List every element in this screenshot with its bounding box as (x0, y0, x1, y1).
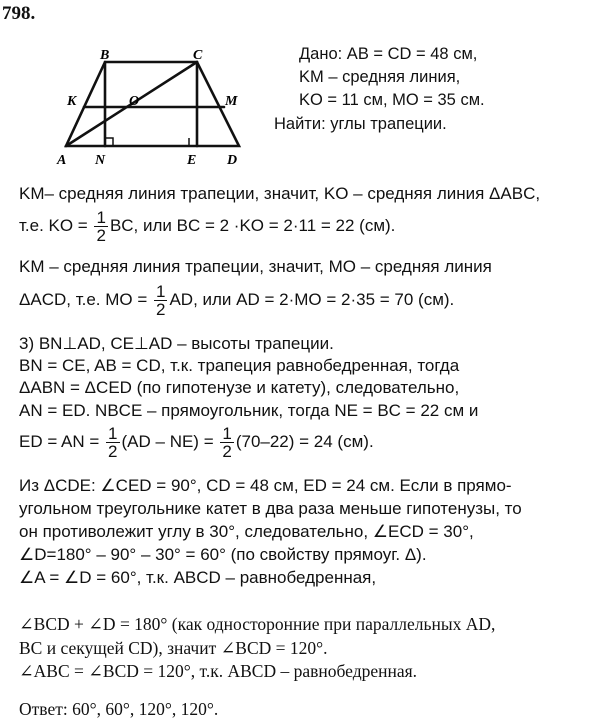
text-segment: ED = AN = (19, 431, 105, 451)
solution-line-6: BN = CE, AB = CD, т.к. трапеция равнобедренная, тогда (19, 356, 460, 375)
label-o: O (129, 94, 140, 109)
solution-line-5: 3) BN⊥AD, CE⊥AD – высоты трапеции. (19, 334, 334, 353)
text-segment: т.е. KO = (19, 215, 93, 235)
fraction-numerator: 1 (155, 282, 166, 301)
label-n: N (95, 153, 106, 168)
solution-line-10: Из ΔCDE: ∠CED = 90°, CD = 48 см, ED = 24 см. Если в прямо- (19, 476, 512, 495)
fraction-half (220, 425, 233, 460)
trapezoid-outline (66, 62, 239, 146)
label-d: D (227, 153, 238, 168)
solution-line-14: ∠A = ∠D = 60°, т.к. ABCD – равнобедренная, (19, 568, 377, 587)
label-a: A (57, 153, 67, 168)
solution-line-16: BC и секущей CD), значит ∠BCD = 120°. (19, 638, 328, 658)
find-line: Найти: углы трапеции. (274, 115, 447, 133)
fraction-numerator: 1 (108, 424, 118, 443)
fraction-numerator: 1 (222, 424, 232, 443)
fraction-half (94, 209, 107, 244)
answer-line: Ответ: 60°, 60°, 120°, 120°. (19, 699, 219, 719)
fraction-half (106, 425, 119, 460)
text-segment: AD, или AD = 2·MO = 2·35 = 70 (см). (169, 289, 455, 309)
fraction-denominator: 2 (155, 300, 166, 319)
solution-line-4 (19, 283, 454, 318)
solution-line-8: AN = ED. NBCE – прямоугольник, тогда NE = BC = 22 см и (19, 401, 479, 420)
trapezoid-figure (50, 48, 260, 172)
text-segment: (70–22) = 24 (см). (235, 431, 374, 451)
label-c: C (193, 48, 203, 63)
solution-line-7: ΔABN = ΔCED (по гипотенузе и катету), следовательно, (19, 378, 460, 397)
solution-line-2 (19, 209, 395, 244)
given-line-2: KM – средняя линия, (299, 68, 461, 86)
problem-number: 798. (2, 3, 36, 24)
text-segment: BC, или BC = 2 ·KO = 2·11 = 22 (см). (109, 215, 396, 235)
solution-line-12: он противолежит углу в 30°, следовательно, ∠ECD = 30°, (19, 522, 474, 541)
fraction-denominator: 2 (108, 442, 118, 461)
solution-line-13: ∠D=180° – 90° – 30° = 60° (по свойству прямоуг. Δ). (19, 545, 427, 564)
solution-line-9 (19, 425, 374, 460)
solution-line-3: KM – средняя линия трапеции, значит, MO – средняя линия (19, 257, 492, 276)
text-segment: ΔACD, т.е. MO = (19, 289, 152, 309)
label-k: K (67, 94, 77, 109)
label-b: B (100, 48, 110, 63)
label-m: M (225, 94, 238, 109)
fraction-denominator: 2 (222, 442, 232, 461)
solution-line-15: ∠BCD + ∠D = 180° (как односторонние при параллельных AD, (19, 614, 496, 634)
text-segment: (AD – NE) = (121, 431, 219, 451)
solution-line-17: ∠ABC = ∠BCD = 120°, т.к. ABCD – равнобедренная. (19, 661, 418, 681)
solution-line-1: KM– средняя линия трапеции, значит, KO – средняя линия ΔABC, (19, 184, 541, 203)
fraction-denominator: 2 (96, 226, 106, 245)
given-line-3: KO = 11 см, MO = 35 см. (299, 91, 485, 109)
fraction-half (154, 283, 167, 318)
given-line-1: Дано: AB = CD = 48 см, (299, 45, 478, 63)
solution-line-11: угольном треугольнике катет в два раза меньше гипотенузы, то (19, 499, 522, 518)
fraction-numerator: 1 (96, 208, 106, 227)
label-e: E (187, 153, 197, 168)
